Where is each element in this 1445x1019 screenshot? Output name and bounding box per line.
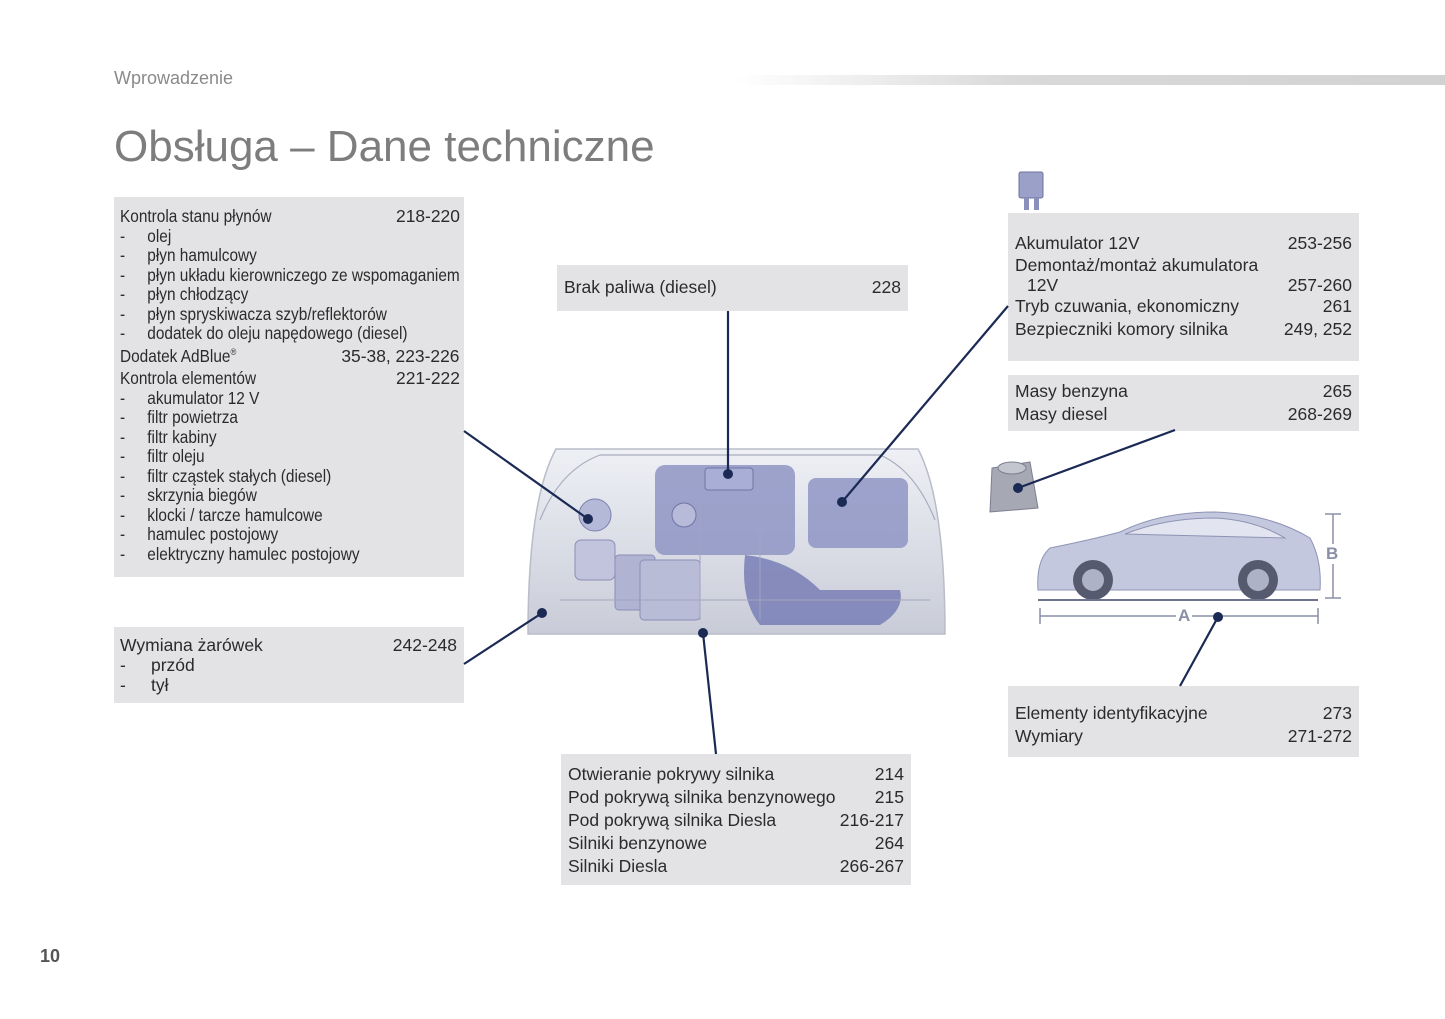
fuse-icon — [1019, 172, 1043, 210]
entry-row: Masy benzyna 265 — [1015, 381, 1352, 401]
fuel-box — [557, 265, 908, 311]
dimension-b-label: B — [1326, 544, 1339, 563]
entry-row: Wymiary 271-272 — [1015, 726, 1352, 746]
entry-row: Wymiana żarówek 242-248 — [120, 635, 457, 655]
entry-row: Otwieranie pokrywy silnika 214 — [568, 764, 904, 784]
entry-row: Demontaż/montaż akumulatora — [1015, 255, 1259, 275]
entry-label: Dodatek AdBlue — [120, 345, 231, 366]
list-item: - płyn układu kierowniczego ze wspomaganiem — [120, 264, 460, 285]
engine-box — [561, 754, 911, 885]
entry-row: Pod pokrywą silnika Diesla 216-217 — [568, 810, 904, 830]
entry-pages: 35-38, 223-226 — [341, 345, 460, 366]
entry-row — [564, 276, 901, 299]
entry-row: Silniki benzynowe 264 — [568, 833, 904, 853]
list-item: - filtr oleju — [120, 446, 205, 466]
entry-label: Kontrola elementów — [120, 368, 257, 388]
jack-pad-icon — [990, 462, 1038, 512]
list-item: - płyn spryskiwacza szyb/reflektorów — [120, 303, 387, 324]
entry-label: Kontrola stanu płynów — [120, 206, 272, 226]
maintenance-box — [114, 197, 464, 577]
entry-row: Masy diesel 268-269 — [1015, 404, 1352, 424]
list-item: - płyn chłodzący — [120, 284, 249, 304]
list-item: - elektryczny hamulec postojowy — [120, 543, 360, 564]
leader-dots — [537, 469, 1223, 638]
entry-pages: 218-220 — [395, 206, 460, 226]
page-number: 10 — [40, 946, 61, 966]
entry-pages: 221-222 — [395, 368, 460, 388]
list-item: - płyn hamulcowy — [120, 245, 257, 265]
entry-row: Bezpieczniki komory silnika 249, 252 — [1015, 319, 1352, 339]
battery-box — [1008, 213, 1359, 361]
entry-pages: 228 — [871, 277, 901, 297]
list-item: - filtr cząstek stałych (diesel) — [120, 465, 332, 486]
dimension-a-label: A — [1178, 606, 1191, 625]
list-item: - akumulator 12 V — [120, 387, 260, 408]
list-item: - dodatek do oleju napędowego (diesel) — [120, 323, 408, 343]
list-item: - klocki / tarcze hamulcowe — [120, 504, 323, 525]
list-item: - olej — [120, 225, 172, 246]
page-title: Obsługa – Dane techniczne — [114, 122, 655, 171]
entry-row: Akumulator 12V 253-256 — [1015, 233, 1352, 253]
entry-row — [120, 347, 460, 367]
registered-mark: ® — [230, 346, 237, 357]
list-item: - filtr kabiny — [120, 426, 217, 447]
list-item: - hamulec postojowy — [120, 524, 279, 544]
identification-box — [1008, 686, 1359, 757]
entry-label: Brak paliwa (diesel) — [564, 277, 717, 297]
entry-row — [120, 369, 460, 389]
entry-row — [120, 207, 460, 227]
entry-row: Pod pokrywą silnika benzynowego 215 — [568, 787, 904, 807]
list-item: - filtr powietrza — [120, 407, 239, 427]
list-item: - tył — [120, 675, 169, 695]
weights-box — [1008, 375, 1359, 431]
entry-row: Tryb czuwania, ekonomiczny 261 — [1015, 296, 1352, 316]
entry-row: Silniki Diesla 266-267 — [568, 856, 904, 876]
bulbs-box — [114, 627, 464, 703]
list-item: - skrzynia biegów — [120, 485, 257, 505]
section-label: Wprowadzenie — [114, 68, 234, 88]
section-bar — [735, 75, 1445, 85]
entry-row: Elementy identyfikacyjne 273 — [1015, 703, 1352, 723]
entry-row: 12V 257-260 — [1027, 275, 1352, 295]
list-item: - przód — [120, 655, 195, 675]
